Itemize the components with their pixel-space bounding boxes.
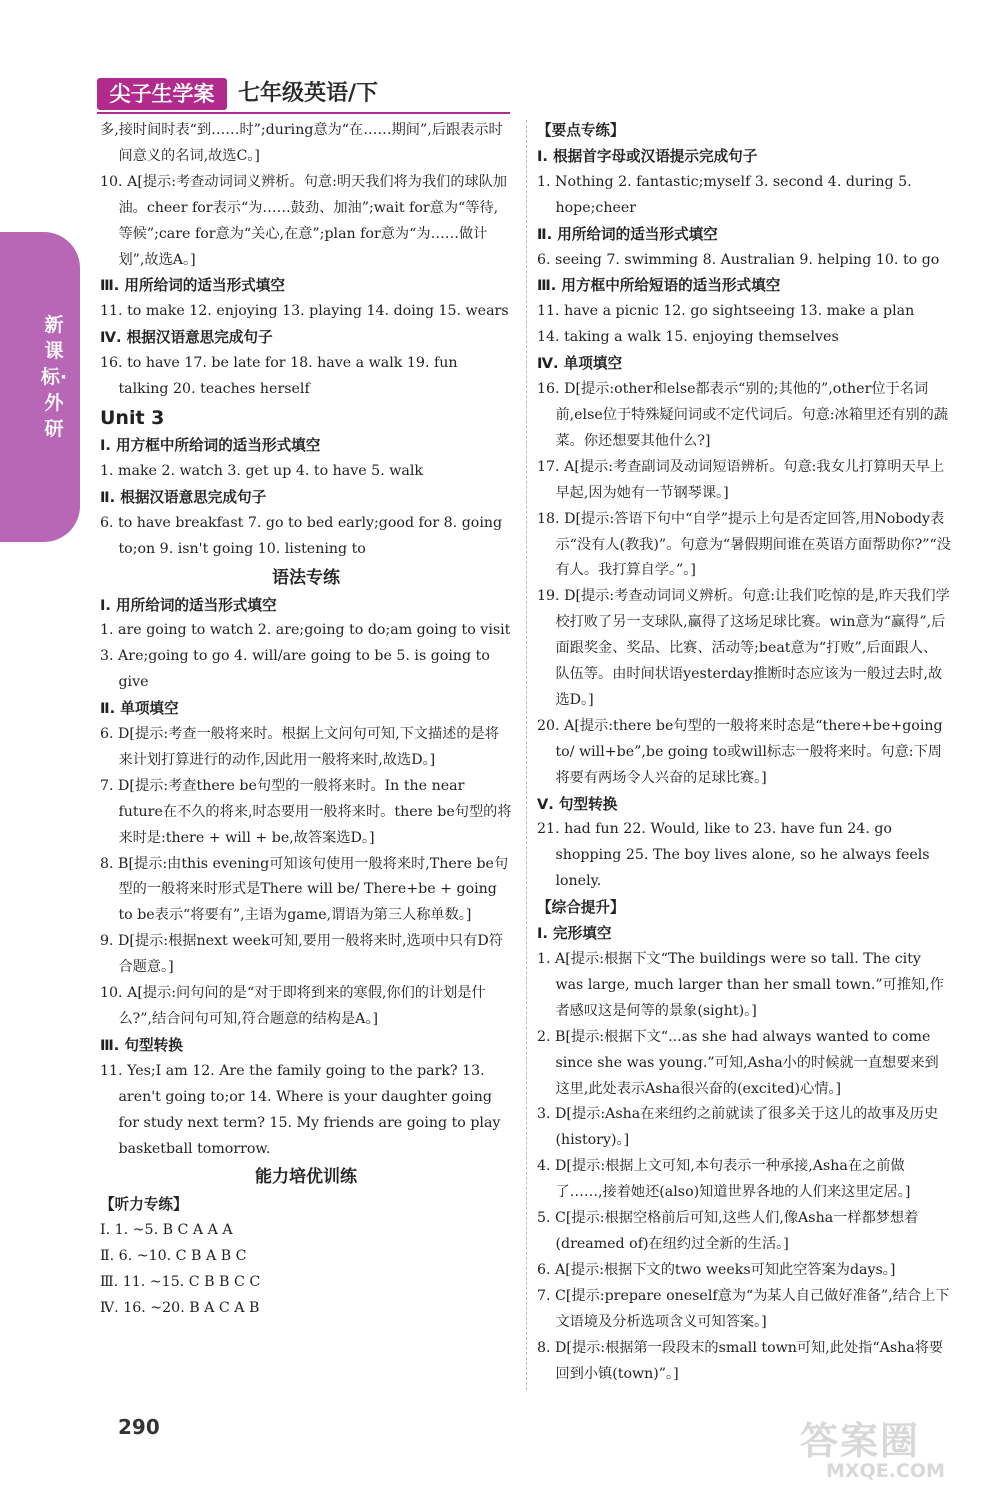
- answer-line: 1. A[提示:根据下文“The buildings were so tall. The city was large, much larger than her small town.”可推知,作者感叹这是何等的景象(sight)。]: [537, 951, 944, 1019]
- answer-line: 1. are going to watch 2. are;going to do;am going to visit: [100, 622, 511, 639]
- answer-line: 7. D[提示:考查there be句型的一般将来时。In the near future在不久的将来,时态要用一般将来时。there be句型的将来时是:there + will + be,故答案选D。]: [100, 777, 512, 846]
- answer-line: 17. A[提示:考查副词及动词短语辨析。句意:我女儿打算明天早上早起,因为她有一节钢琴课。]: [537, 458, 945, 501]
- answer-line: 6. seeing 7. swimming 8. Australian 9. helping 10. to go: [537, 251, 940, 268]
- answer-line: Ⅲ. 11. ~15. C B B C C: [100, 1274, 261, 1291]
- answer-line: 7. C[提示:prepare oneself意为“为某人自己做好准备”,结合上下文语境及分析选项含义可知答案。]: [537, 1287, 950, 1330]
- answer-line: 1. make 2. watch 3. get up 4. to have 5. walk: [100, 462, 423, 479]
- section-heading: Ⅳ. 根据汉语意思完成句子: [100, 329, 273, 347]
- section-heading: 【听力专练】: [100, 1196, 188, 1214]
- right-column: [537, 118, 951, 1387]
- page-number: 290: [118, 1415, 160, 1439]
- section-heading: Ⅱ. 根据汉语意思完成句子: [100, 488, 267, 506]
- answer-line: 16. D[提示:other和else都表示“别的;其他的”,other位于名词前,else位于特殊疑问词或不定代词后。句意:冰箱里还有别的蔬菜。你还想要其他什么?]: [537, 381, 949, 449]
- answer-line: 16. to have 17. be late for 18. have a walk 19. fun talking 20. teaches herself: [100, 355, 458, 398]
- answer-line: 6. to have breakfast 7. go to bed early;good for 8. going to;on 9. isn't going 10. listening to: [100, 514, 503, 557]
- section-heading: Ⅳ. 单项填空: [537, 355, 623, 373]
- column-divider: [526, 120, 528, 1390]
- answer-line: 11. to make 12. enjoying 13. playing 14. doing 15. wears: [100, 303, 509, 320]
- left-column: [100, 118, 512, 1322]
- section-heading: Ⅰ. 用方框中所给词的适当形式填空: [100, 436, 321, 454]
- section-heading: Ⅲ. 用所给词的适当形式填空: [100, 277, 285, 295]
- answer-line: 19. D[提示:考查动词词义辨析。句意:让我们吃惊的是,昨天我们学校打败了另一支球队,赢得了这场足球比赛。win意为“赢得”,后面跟奖金、奖品、比赛、活动等;beat意为“打败”,后面跟人、队伍等。由时间状语yesterday推断时态应该为一般过去时,故选D。]: [537, 588, 950, 708]
- unit-heading: Unit 3: [100, 406, 165, 429]
- answer-line: 9. D[提示:根据next week可知,要用一般将来时,选项中只有D符合题意。]: [100, 933, 503, 976]
- answer-line: 18. D[提示:答语下句中“自学”提示上句是否定回答,用Nobody表示“没有人(教我)”。句意为“暑假期间谁在英语方面帮助你?”“没有人。我打算自学。”。]: [537, 510, 951, 579]
- section-heading: Ⅲ. 用方框中所给短语的适当形式填空: [537, 277, 781, 295]
- answer-line: Ⅰ. 1. ~5. B C A A A: [100, 1222, 233, 1239]
- section-heading: 【综合提升】: [537, 899, 625, 917]
- answer-line: 14. taking a walk 15. enjoying themselves: [537, 329, 839, 346]
- answer-line: 3. Are;going to go 4. will/are going to be 5. is going to give: [100, 648, 490, 691]
- book-logo: 尖子生学案: [97, 78, 227, 110]
- header-rule: [97, 112, 510, 114]
- answer-line: 6. A[提示:根据下文的two weeks可知此空答案为days。]: [537, 1261, 896, 1278]
- answer-line: 3. D[提示:Asha在来纽约之前就读了很多关于这儿的故事及历史(history)。]: [537, 1106, 939, 1149]
- watermark-url: MXQE.COM: [826, 1460, 945, 1482]
- section-heading: 语法专练: [272, 567, 340, 588]
- side-tab-label: 新课标·外研: [40, 314, 68, 440]
- answer-line: 8. B[提示:由this evening可知该句使用一般将来时,There be句型的一般将来时形式是There will be/ There+be + going to be表示“将要有”,主语为game,谓语为第三人称单数。]: [100, 855, 509, 924]
- section-heading: 【要点专练】: [537, 122, 625, 139]
- section-heading: Ⅰ. 根据首字母或汉语提示完成句子: [537, 147, 758, 165]
- answer-line: 4. D[提示:根据上文可知,本句表示一种承接,Asha在之前做了……,接着她还(also)知道世界各地的人们来这里定居。]: [537, 1158, 911, 1201]
- section-heading: Ⅲ. 句型转换: [100, 1036, 183, 1054]
- answer-line: Ⅱ. 6. ~10. C B A B C: [100, 1248, 247, 1265]
- answer-line: 21. had fun 22. Would, like to 23. have fun 24. go shopping 25. The boy lives alone, so he always feels lonely.: [537, 821, 930, 890]
- book-title: 七年级英语/下: [238, 81, 379, 106]
- answer-line: 10. A[提示:问句问的是“对于即将到来的寒假,你们的计划是什么?”,结合问句可知,符合题意的结构是A。]: [100, 985, 486, 1027]
- answer-line: 8. D[提示:根据第一段段末的small town可知,此处指“Asha将要回到小镇(town)”。]: [537, 1339, 944, 1382]
- answer-line: 多,接时间时表“到……时”;during意为“在……期间”,后跟表示时间意义的名词,故选C。]: [100, 122, 503, 164]
- answer-line: 5. C[提示:根据空格前后可知,这些人们,像Asha一样都梦想着(dreamed of)在纽约过全新的生活。]: [537, 1210, 919, 1252]
- section-heading: Ⅴ. 句型转换: [537, 795, 618, 813]
- answer-line: 11. Yes;I am 12. Are the family going to the park? 13. aren't going to;or 14. Where is your daughter going for study next term? 15. My friends are going to play basketball tomorrow.: [100, 1062, 501, 1157]
- answer-line: 1. Nothing 2. fantastic;myself 3. second 4. during 5. hope;cheer: [537, 173, 912, 216]
- section-heading: 能力培优训练: [255, 1167, 357, 1188]
- section-heading: Ⅱ. 用所给词的适当形式填空: [537, 225, 718, 243]
- watermark-logo: 答案圈: [800, 1419, 921, 1463]
- answer-line: Ⅳ. 16. ~20. B A C A B: [100, 1300, 260, 1317]
- answer-line: 6. D[提示:考查一般将来时。根据上文问句可知,下文描述的是将来计划打算进行的动作,因此用一般将来时,故选D。]: [100, 726, 499, 768]
- section-heading: Ⅰ. 用所给词的适当形式填空: [100, 596, 277, 614]
- section-heading: Ⅰ. 完形填空: [537, 925, 612, 943]
- answer-line: 2. B[提示:根据下文“...as she had always wanted to come since she was young.”可知,Asha小的时候就一直想要来到这里,此处表示Asha很兴奋的(excited)心情。]: [537, 1028, 939, 1097]
- answer-line: 20. A[提示:there be句型的一般将来时态是“there+be+going to/ will+be”,be going to或will标志一般将来时。句意:下周将要有两场令人兴奋的足球比赛。]: [537, 717, 943, 786]
- section-heading: Ⅱ. 单项填空: [100, 700, 179, 718]
- answer-line: 11. have a picnic 12. go sightseeing 13. make a plan: [537, 303, 915, 320]
- answer-line: 10. A[提示:考查动词词义辨析。句意:明天我们将为我们的球队加油。cheer for表示“为……鼓劲、加油”;wait for意为“等待,等候”;care for意为“关心,在意”;plan for意为“为……做计划”,故选A。]: [100, 173, 508, 268]
